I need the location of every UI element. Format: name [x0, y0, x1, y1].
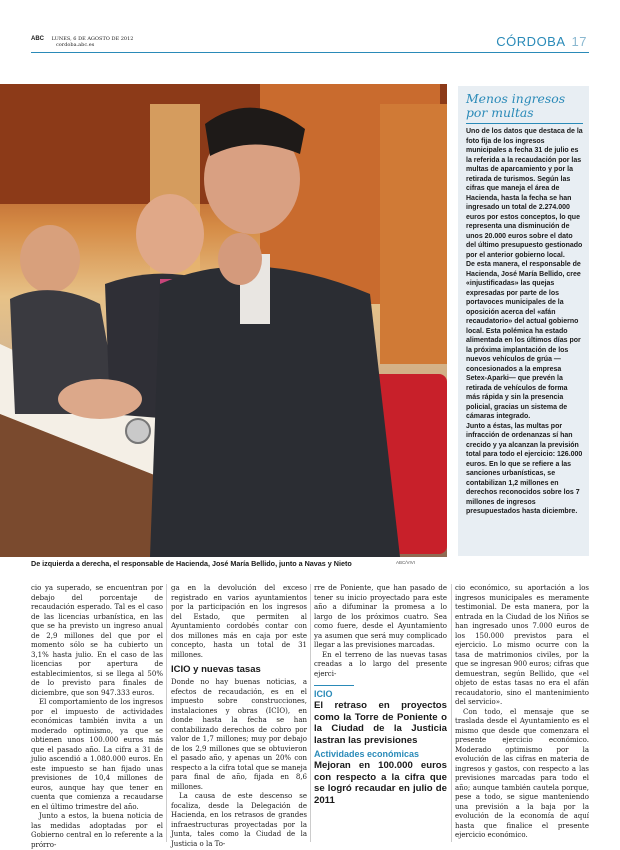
article-column-1	[31, 584, 163, 850]
column-divider	[310, 584, 311, 842]
article-paragraph: Donde no hay buenas noticias, a efectos de recaudación, es en el impuesto sobre construcciones, instalaciones y obras (ICIO), en donde hasta la fecha se han contabilizado derechos de cobro por valor de 1,7 millones; muy por debajo de los 2,9 millones que se obtuvieron el pasado año, y apenas un 20% con respecto a la cifra total que se maneja para final de año, fijada en 8,6 millones.	[171, 678, 308, 791]
article-paragraph: La causa de este descenso se focaliza, desde la Delegación de Hacienda, en los retrasos de grandes infraestructuras proyectadas por la Junta, tales como la Ciudad de la Justicia o la To-	[171, 792, 307, 848]
article-column-3	[314, 584, 447, 808]
sidebar-title: Menos ingresos por multas	[466, 91, 566, 120]
page-number: 17	[571, 34, 587, 49]
kicker-rule	[314, 685, 354, 686]
article-paragraph: rre de Poniente, que han pasado de tener su inicio proyectado para este año a difuminar la promesa a lo largo de los próximos cuatro. Sea como fuere, desde el Ayuntamiento ya asumen que será muy complicado llegar a las previsiones marcadas.	[314, 584, 447, 649]
article-paragraph: En el terreno de las nuevas tasas creadas a lo largo del presente ejerci-	[314, 650, 447, 678]
article-paragraph: ga en la devolución del exceso registrado en varios ayuntamientos por la participación en los ingresos del Estado, que permiten al Ayuntamiento cordobés contar con dos millones más en caja por este concepto, hasta un total de 31 millones.	[171, 584, 307, 659]
article-paragraph: cio económico, su aportación a los ingresos municipales es meramente testimonial. De esta manera, por la entrada en la Ciudad de los Niños se han ingresado unos 7.000 euros de los 150.000 previstos para el ejercicio. Lo mismo ocurre con la tasa de matrimonios civiles, por la que se ingresan 900 euros; cifras que demuestran, según Bellido, que «el objeto de estas tasas no era el afán recaudatorio, sino el mantenimiento del servicio».	[455, 584, 589, 706]
article-paragraph: cio ya superado, se encuentran por debajo del porcentaje de recaudación esperado. Tal es el caso de las licencias urbanística, en las que se ha previsto un ingreso anual de 2,9 millones del que por el momento sólo se ha cubierto un 3,1% hasta julio. En el caso de las licencias por apertura de establecimientos, si se llega al 50% de lo previsto para finales de diciembre, que son 947.333 euros.	[31, 584, 163, 697]
article-paragraph: Junto a estos, la buena noticia de las medidas adoptadas por el Gobierno central en lo referente a la prórro-	[31, 812, 163, 849]
news-photo	[0, 84, 447, 557]
column-divider	[166, 584, 167, 842]
highlight-headline: Mejoran en 100.000 euros con respecto a la cifra que se logró recaudar en julio de 2011	[314, 760, 447, 806]
article-column-2	[171, 584, 307, 849]
highlight-kicker: ICIO	[314, 689, 333, 699]
article-paragraph: Con todo, el mensaje que se traslada desde el Ayuntamiento es el mismo que desde que comenzara el presente ejercicio económico. Moderado optimismo por la evolución de las cifras en materia de ingresos y gastos, con respecto a las previsiones marcadas para todo el año; aunque también cautela porque, pese a todo, se sigue manteniendo una previsión a la baja por la evolución de la economía de aquí hasta que finalice el presente ejercicio económico.	[455, 707, 589, 839]
article-paragraph: El comportamiento de los ingresos por el impuesto de actividades económicas también invita a un moderado optimismo, ya que se obtienen unos 100.000 euros más que el pasado año. La cifra a 31 de julio ascendió a 1.080.000 euros. En este impuesto se han fijado unas previsiones de 10,4 millones de euros, aunque hay que tener en cuenta que comienza a recaudarse en el último trimestre del año.	[31, 698, 163, 811]
photo-credit: ABC/VIVI	[396, 560, 416, 565]
sidebar-rule	[466, 123, 583, 124]
brand-logo: ABC	[31, 36, 44, 42]
issue-date: LUNES, 6 DE AGOSTO DE 2012	[51, 36, 134, 42]
header-rule	[31, 52, 589, 53]
column-divider	[451, 584, 452, 842]
subheading: ICIO y nuevas tasas	[171, 664, 261, 675]
photo-caption: De izquierda a derecha, el responsable de Hacienda, José María Bellido, junto a Navas y Nieto	[31, 559, 352, 568]
section-name: CÓRDOBA	[496, 34, 566, 49]
photo-illustration	[0, 84, 447, 557]
highlight-kicker: Actividades económicas	[314, 749, 420, 759]
sidebar-paragraph: Uno de los datos que destaca de la foto fija de los ingresos municipales a fecha 31 de julio es la referida a la recaudación por las multas de aparcamiento y por la retirada de turismos. Según las cifras que maneja el área de Hacienda, hasta la fecha se han ingresado un total de 2.274.000 euros por estos conceptos, lo que representa una disminución de unos 20.000 euros sobre el dato del último presupuesto gestionado por el anterior gobierno local.	[466, 128, 583, 259]
sidebar-paragraph: Junto a éstas, las multas por infracción de ordenanzas sí han crecido y ya alcanzan la previsión total para todo el ejercicio: 126.000 euros. En lo que se refiere a las sanciones urbanísticas, se contabilizan 1,2 millones en derechos reconocidos sobre los 7 millones de ingresos presupuestados hasta diciembre.	[466, 422, 583, 515]
highlight-headline: El retraso en proyectos como la Torre de Poniente o la Ciudad de la Justicia lastran las previsiones	[314, 700, 447, 746]
section-header	[496, 34, 587, 49]
sidebar-box	[458, 86, 589, 556]
article-column-4	[455, 584, 589, 841]
page-header-left	[31, 36, 133, 48]
sidebar-paragraph: De esta manera, el responsable de Hacienda, José María Bellido, cree «injustificadas» las quejas expresadas por parte de los portavoces municipales de la oposición acerca del «afán recaudatorio» del actual gobierno local. Esta polémica ha estado alimentada en los últimos días por la próxima implantación de los nuevos vehículos de grúa —concesionados a la empresa Setex-Aparki— que prevén la retirada de vehículos de forma más rápida y sin la presencia policial, gracias un sistema de cámaras integrado.	[466, 261, 581, 420]
site-url: cordoba.abc.es	[56, 42, 95, 48]
